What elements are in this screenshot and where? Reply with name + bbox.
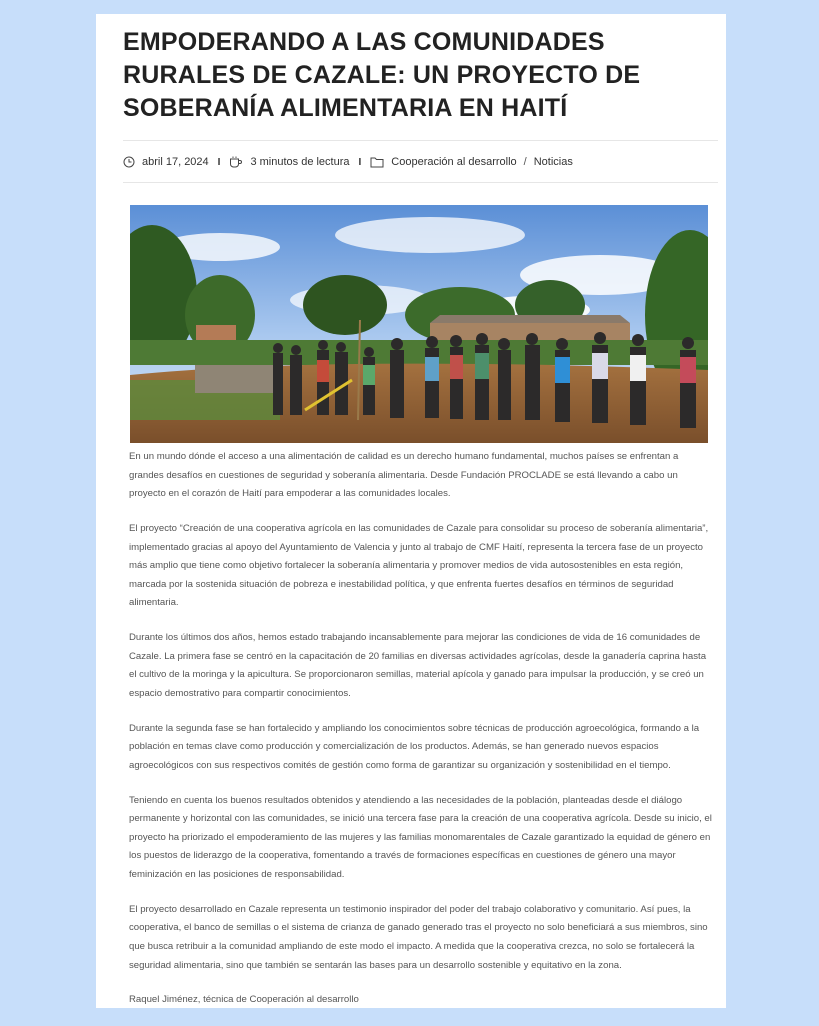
- author-signature: Raquel Jiménez, técnica de Cooperación al desarrollo: [129, 994, 359, 1006]
- meta-separator: I: [358, 156, 362, 168]
- divider-top: [123, 140, 718, 141]
- article-body: [129, 448, 713, 1026]
- reading-time: 3 minutos de lectura: [250, 156, 350, 168]
- meta-separator: I: [217, 156, 221, 168]
- paragraph: El proyecto “Creación de una cooperativa agrícola en las comunidades de Cazale para consolidar su proceso de soberanía alimentaria”, implementado gracias al apoyo del Ayuntamiento de Valencia y junto al trabajo de CMF Haití, representa la tercera fase de un proyecto más amplio que tiene como objetivo fortalecer la soberanía alimentaria y promover medios de vida autosostenibles en esta región, marcada por la sostenida situación de pobreza e inestabilidad política, y que enfrenta fuertes desafíos en términos de seguridad alimentaria.: [129, 522, 709, 609]
- category-separator: /: [523, 156, 527, 168]
- article-title: EMPODERANDO A LAS COMUNIDADES RURALES DE CAZALE: UN PROYECTO DE SOBERANÍA ALIMENTARIA EN HAITÍ: [123, 28, 641, 122]
- paragraph: Teniendo en cuenta los buenos resultados obtenidos y atendiendo a las necesidades de la población, planteadas desde el diálogo permanente y horizontal con las comunidades, se inició una tercera fase para la creación de una cooperativa agrícola. Desde su inicio, el proyecto ha priorizado el empoderamiento de las mujeres y las familias monomarentales de Cazale garantizado la equidad de género en los puestos de liderazgo de la cooperativa, fomentando a través de formaciones específicas en cuestiones de género una mayor feminización en las posiciones de responsabilidad.: [129, 794, 712, 881]
- category-link-cooperacion[interactable]: Cooperación al desarrollo: [391, 156, 517, 168]
- paragraph: Durante la segunda fase se han fortalecido y ampliando los conocimientos sobre técnicas de producción agroecológica, formando a la población en temas clave como producción y comercialización de los productos. Además, se han generado nuevos espacios agroecológicos con sus respectivos comités de gestión como forma de garantizar su organización y sostenibilidad en el tiempo.: [129, 722, 700, 771]
- clock-icon: [123, 156, 135, 168]
- folder-icon: [370, 156, 384, 168]
- article-meta: [123, 152, 573, 172]
- article-card: [96, 14, 726, 1008]
- divider-bottom: [123, 182, 718, 183]
- post-date: abril 17, 2024: [142, 156, 209, 168]
- category-link-noticias[interactable]: Noticias: [533, 156, 573, 168]
- paragraph: Durante los últimos dos años, hemos estado trabajando incansablemente para mejorar las condiciones de vida de 16 comunidades de Cazale. La primera fase se centró en la capacitación de 20 familias en diversas actividades agrícolas, desde la ganadería caprina hasta el cultivo de la moringa y la apicultura. Se proporcionaron semillas, material apícola y ganado para impulsar la producción, y se creó un espacio demostrativo para compartir conocimientos.: [129, 632, 707, 699]
- coffee-cup-icon: [229, 156, 243, 168]
- paragraph: El proyecto desarrollado en Cazale representa un testimonio inspirador del poder del trabajo colaborativo y comunitario. Así pues, la cooperativa, el banco de semillas o el sistema de crianza de ganado generado tras el proyecto no solo beneficiará a sus miembros, sino que busca retribuir a la comunidad ampliando de este modo el impacto. A medida que la cooperativa crezca, no solo se fortalecerá la seguridad alimentaria, sino que también se sentarán las bases para un desarrollo sostenible y equitativo en la zona.: [129, 903, 708, 971]
- article-photo: [130, 205, 708, 443]
- paragraph: En un mundo dónde el acceso a una alimentación de calidad es un derecho humano fundamental, muchos países se enfrentan a grandes desafíos en cuestiones de seguridad y soberanía alimentaria. Desde Fundación PROCLADE se está llevando a cabo un proyecto en el corazón de Haití para empoderar a las comunidades locales.: [129, 451, 679, 500]
